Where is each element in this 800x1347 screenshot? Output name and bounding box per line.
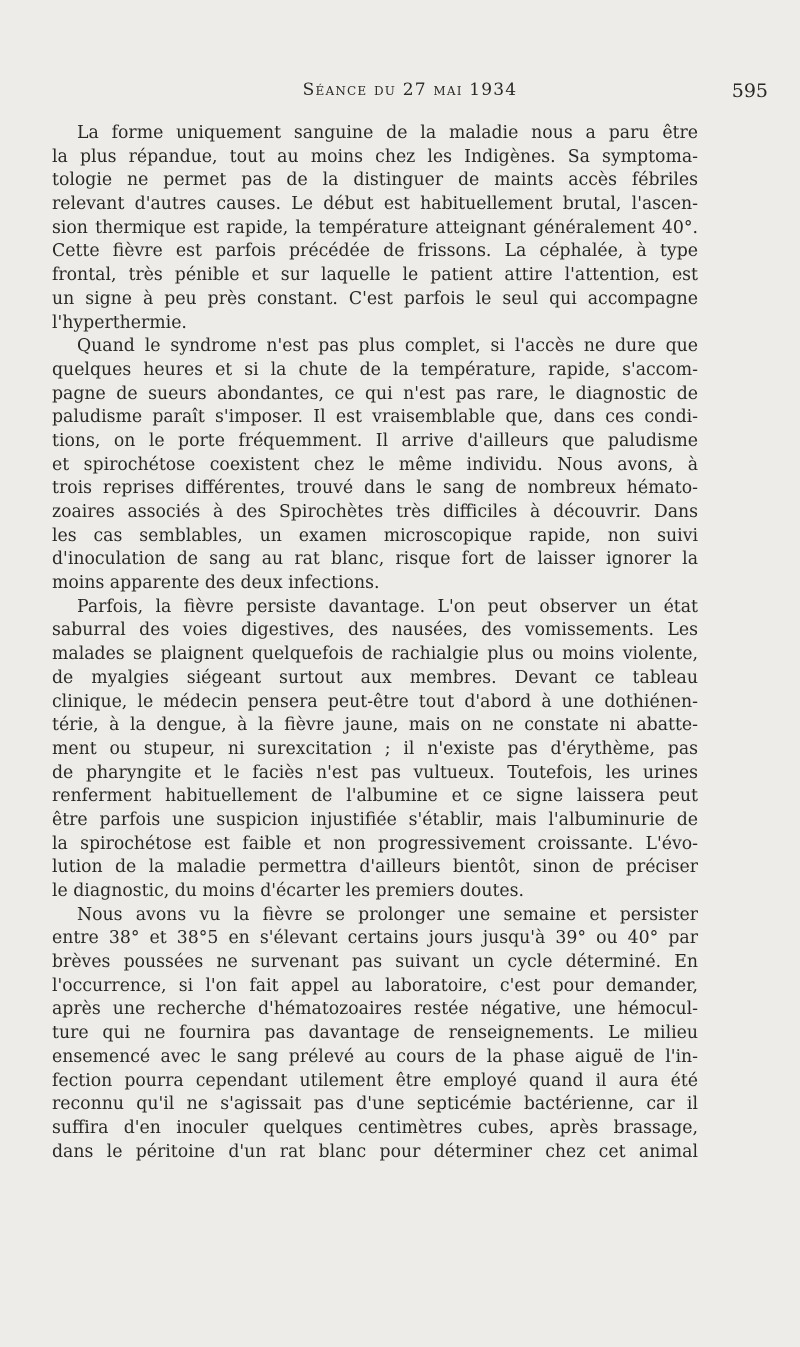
text-line: dans le péritoine d'un rat blanc pour déterminer chez cet animal (52, 1141, 698, 1162)
text-line: Parfois, la fièvre persiste davantage. L'on peut observer un état (77, 596, 698, 617)
text-line: tions, on le porte fréquemment. Il arrive d'ailleurs que paludisme (52, 430, 698, 451)
text-line: de pharyngite et le faciès n'est pas vultueux. Toutefois, les urines (52, 762, 698, 783)
text-line: paludisme paraît s'imposer. Il est vraisemblable que, dans ces condi- (52, 407, 698, 428)
text-line: brèves poussées ne survenant pas suivant un cycle déterminé. En (52, 952, 698, 973)
text-line: la plus répandue, tout au moins chez les Indigènes. Sa symptoma- (52, 146, 698, 167)
text-line: de myalgies siégeant surtout aux membres. Devant ce tableau (52, 667, 698, 688)
text-line: renferment habituellement de l'albumine et ce signe laissera peut (52, 786, 698, 807)
text-line: zoaires associés à des Spirochètes très difficiles à découvrir. Dans (52, 502, 698, 522)
text-line: ture qui ne fournira pas davantage de renseignements. Le milieu (52, 1023, 698, 1044)
running-head (52, 80, 768, 108)
text-line: Cette fièvre est parfois précédée de frissons. La céphalée, à type (52, 241, 698, 262)
paragraph-2 (52, 335, 698, 596)
text-line: le diagnostic, du moins d'écarter les premiers doutes. (52, 881, 525, 901)
text-line: être parfois une suspicion injustifiée s'établir, mais l'albuminurie de (52, 809, 698, 830)
body-text (52, 122, 698, 1164)
text-line: trois reprises différentes, trouvé dans le sang de nombreux hémato- (52, 478, 698, 499)
paragraph-4 (52, 904, 698, 1165)
text-line: les cas semblables, un examen microscopique rapide, non suivi (52, 525, 698, 546)
text-line: un signe à peu près constant. C'est parfois le seul qui accompagne (52, 288, 698, 309)
text-line: saburral des voies digestives, des nausées, des vomissements. Les (52, 620, 698, 641)
text-line: après une recherche d'hématozoaires restée négative, une hémocul- (52, 999, 698, 1020)
text-line: fection pourra cependant utilement être employé quand il aura été (52, 1070, 698, 1091)
text-line: entre 38° et 38°5 en s'élevant certains jours jusqu'à 39° ou 40° par (52, 928, 698, 949)
text-line: et spirochétose coexistent chez le même individu. Nous avons, à (52, 454, 698, 475)
text-line: frontal, très pénible et sur laquelle le patient attire l'attention, est (52, 265, 698, 286)
text-line: tologie ne permet pas de la distinguer de maints accès fébriles (52, 170, 698, 191)
text-line: l'occurrence, si l'on fait appel au laboratoire, c'est pour demander, (52, 975, 698, 996)
text-line: quelques heures et si la chute de la température, rapide, s'accom- (52, 359, 698, 380)
text-line: la spirochétose est faible et non progressivement croissante. L'évo- (52, 833, 698, 854)
text-line: sion thermique est rapide, la température atteignant généralement 40°. (52, 217, 698, 238)
page-number: 595 (731, 80, 768, 102)
text-line: Quand le syndrome n'est pas plus complet, si l'accès ne dure que (77, 336, 698, 357)
text-line: Nous avons vu la fièvre se prolonger une semaine et persister (77, 904, 698, 925)
text-line: clinique, le médecin pensera peut-être tout d'abord à une dothiénen- (52, 691, 698, 712)
paragraph-3 (52, 596, 698, 904)
text-line: malades se plaignent quelquefois de rachialgie plus ou moins violente, (52, 644, 698, 665)
text-line: La forme uniquement sanguine de la maladie nous a paru être (77, 123, 698, 143)
text-line: relevant d'autres causes. Le début est habituellement brutal, l'ascen- (52, 194, 698, 215)
text-line: pagne de sueurs abondantes, ce qui n'est pas rare, le diagnostic de (52, 383, 698, 404)
text-line: lution de la maladie permettra d'ailleurs bientôt, sinon de préciser (52, 857, 698, 878)
text-line: térie, à la dengue, à la fièvre jaune, mais on ne constate ni abatte- (52, 715, 698, 736)
running-title: Séance du 27 mai 1934 (302, 80, 518, 100)
text-line: l'hyperthermie. (52, 312, 187, 333)
text-line: suffira d'en inoculer quelques centimètres cubes, après brassage, (52, 1117, 698, 1138)
text-line: moins apparente des deux infections. (52, 573, 380, 594)
text-line: d'inoculation de sang au rat blanc, risque fort de laisser ignorer la (52, 549, 698, 570)
paragraph-1 (52, 122, 698, 335)
text-line: ment ou stupeur, ni surexcitation ; il n'existe pas d'érythème, pas (52, 738, 698, 759)
text-line: ensemencé avec le sang prélevé au cours de la phase aiguë de l'in- (52, 1046, 698, 1067)
text-line: reconnu qu'il ne s'agissait pas d'une septicémie bactérienne, car il (52, 1094, 698, 1115)
